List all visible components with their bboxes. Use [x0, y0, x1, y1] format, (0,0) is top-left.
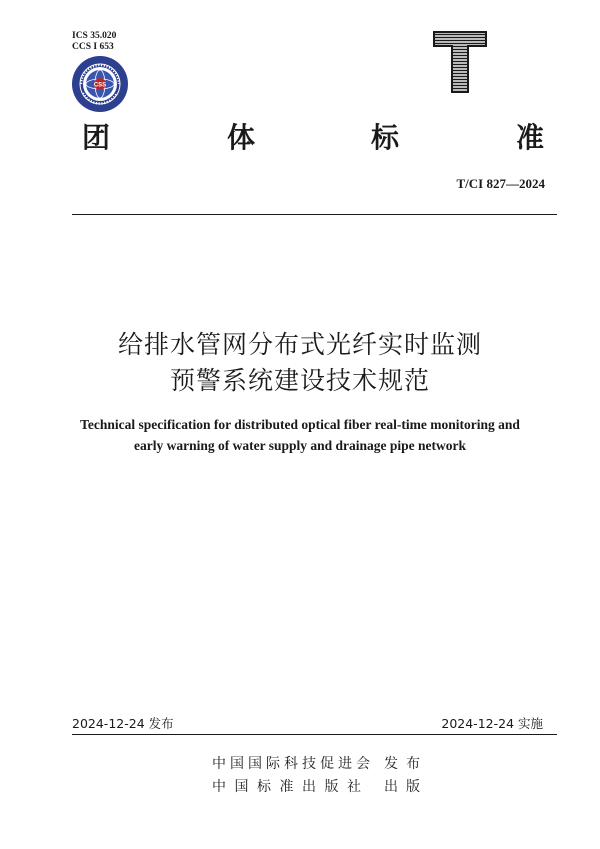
standard-number: T/CI 827—2024: [456, 176, 545, 191]
title-en-line2: early warning of water supply and drainage pipe network: [133, 438, 467, 453]
title-cn-line2: 预警系统建设技术规范: [169, 366, 430, 395]
ccs-code: CCS I 653: [72, 42, 114, 52]
group-standard-mark: [432, 30, 488, 94]
series-char-3: 标: [371, 121, 400, 154]
association-seal-icon: [71, 55, 129, 113]
series-char-2: 体: [227, 121, 256, 154]
publisher-action-2: 出版: [384, 779, 428, 795]
title-cn-line1: 给排水管网分布式光纤实时监测: [117, 330, 482, 359]
classification-codes: [72, 31, 116, 53]
title-en-line1: Technical specification for distributed optical fiber real-time monitoring and: [80, 417, 520, 432]
release-date: 2024-12-24 发布: [72, 716, 174, 731]
ics-code: ICS 35.020: [72, 31, 117, 41]
series-char-4: 准: [516, 121, 545, 154]
series-char-1: 团: [82, 121, 111, 154]
publisher-org-2: 中国标准出版社: [212, 779, 370, 795]
seal-logo-text: CSS: [93, 82, 107, 89]
publisher-org-1: 中国国际科技促进会: [212, 756, 374, 772]
footer-divider: [72, 734, 557, 735]
implement-date: 2024-12-24 实施: [441, 716, 543, 731]
publisher-action-1: 发布: [384, 756, 428, 772]
header-divider: [72, 214, 557, 215]
